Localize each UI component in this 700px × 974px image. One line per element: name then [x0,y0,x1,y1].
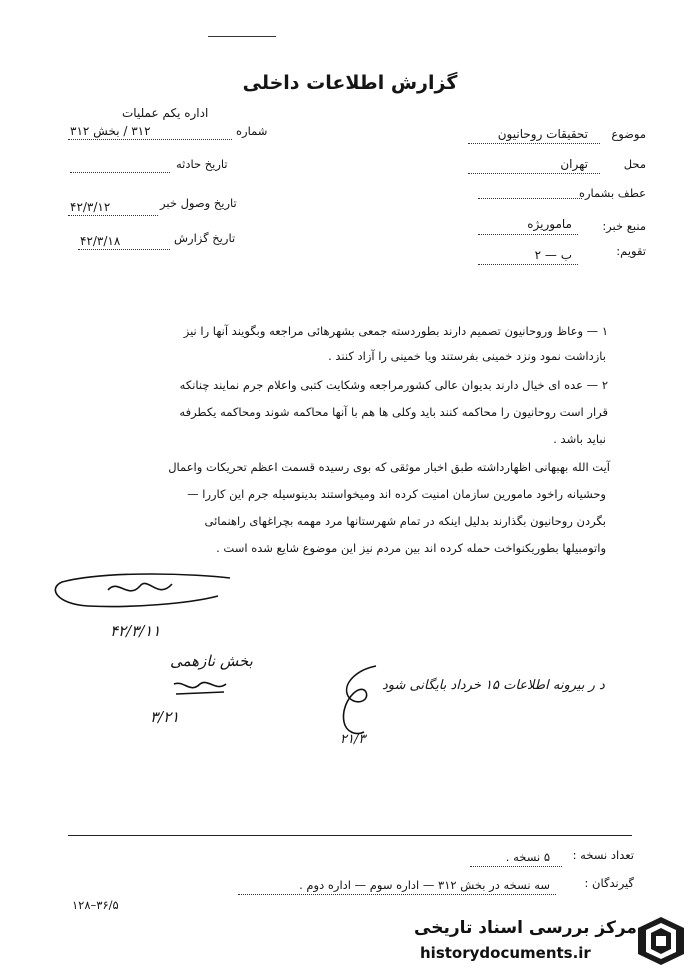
signature-flourish-right [336,662,382,742]
signature-scribble-left [48,560,238,630]
recipients-value: سه نسخه در بخش ۳۱۲ — اداره سوم — اداره دوم . [299,878,550,892]
footer-separator [68,835,632,836]
number-dots [68,139,232,140]
place-label: محل [623,157,646,171]
watermark-org: مرکز بررسی اسناد تاریخی [414,918,637,938]
subject-label: موضوع [611,127,646,141]
handwritten-note-2: ۳/۲۱ [150,708,180,726]
subject-dots [468,143,600,144]
subject-value: تحقیقات روحانیون [497,127,588,141]
page-title: گزارش اطلاعات داخلی [242,72,458,94]
incident-date-label: تاریخ حادثه [176,157,228,171]
department: اداره یکم عملیات [122,106,209,120]
received-date-dots [68,215,158,216]
body-line-8: بگردن روحانیون بگذارند بدلیل اینکه در تمام شهرستانها مرد مهمه بچراغهای راهنمائی [204,514,606,528]
copies-label: تعداد نسخه : [572,848,634,862]
body-line-2: بازداشت نمود ونزد خمینی بفرستند ویا خمینی را آزاد کنند . [328,349,606,363]
body-line-7: وحشیانه راخود مامورین سازمان امنیت کرده اند ومیخواستند بدینوسیله جرم این کاررا — [187,487,606,501]
recipients-label: گیرندگان : [584,876,634,890]
top-rule [208,36,276,37]
reference-dots [478,198,582,199]
rating-label: تقویم: [616,244,646,258]
handwritten-note-right-date: ۲۱/۳ [340,732,366,747]
place-dots [468,173,600,174]
body-line-4: قرار است روحانیون را محاکمه کنند باید وکلی ها هم با آنها محاکمه شوند ومحاکمه یکطرفه [179,405,608,419]
rating-value: ب — ۲ [534,248,572,262]
handwritten-note-1: بخش نازهمی [170,652,253,670]
source-dots [478,234,578,235]
watermark-url: historydocuments.ir [420,944,591,962]
report-date-value: ۴۲/۳/۱۸ [80,234,121,248]
watermark-logo-icon [634,914,688,968]
received-date-value: ۴۲/۳/۱۲ [70,200,111,214]
archive-code: ۱۲۸–۳۶/۵ [72,898,119,912]
report-date-dots [78,249,170,250]
source-label: منبع خبر: [602,219,646,233]
handwritten-squiggle [170,676,230,700]
number-label: شماره [236,124,268,138]
copies-dots [470,866,562,867]
handwritten-note-right: د ر بیرونه اطلاعات ۱۵ خرداد بایگانی شود [382,678,605,693]
report-date-label: تاریخ گزارش [174,231,236,245]
copies-value: ۵ نسخه . [505,850,550,864]
handwritten-date: ۴۲/۳/۱۱ [110,622,161,640]
received-date-label: تاریخ وصول خبر [160,196,237,210]
rating-dots [478,264,578,265]
reference-label: عطف بشماره [578,186,646,200]
recipients-dots [238,894,556,895]
number-value: ۳۱۲ / بخش ۳۱۲ [70,124,151,138]
source-value: ماموریژه [527,217,572,231]
body-line-1: ۱ — وعاظ وروحانیون تصمیم دارند بطوردسته جمعی بشهرهائی مراجعه وبگویند آنها را نیز [183,324,608,338]
body-line-6: آیت الله بهبهانی اظهارداشته طبق اخبار موثقی که بوی رسیده قسمت اعظم تحریکات واعمال [168,460,610,474]
body-line-5: نباید باشد . [553,432,606,446]
body-line-3: ۲ — عده ای خیال دارند بدیوان عالی کشورمراجعه وشکایت کتبی واعلام جرم نمایند چنانکه [179,378,608,392]
body-line-9: واتومبیلها بطوریکنواخت حمله کرده اند بین مردم نیز این موضوع شایع شده است . [216,541,606,555]
incident-date-dots [70,172,170,173]
place-value: تهران [560,157,588,171]
